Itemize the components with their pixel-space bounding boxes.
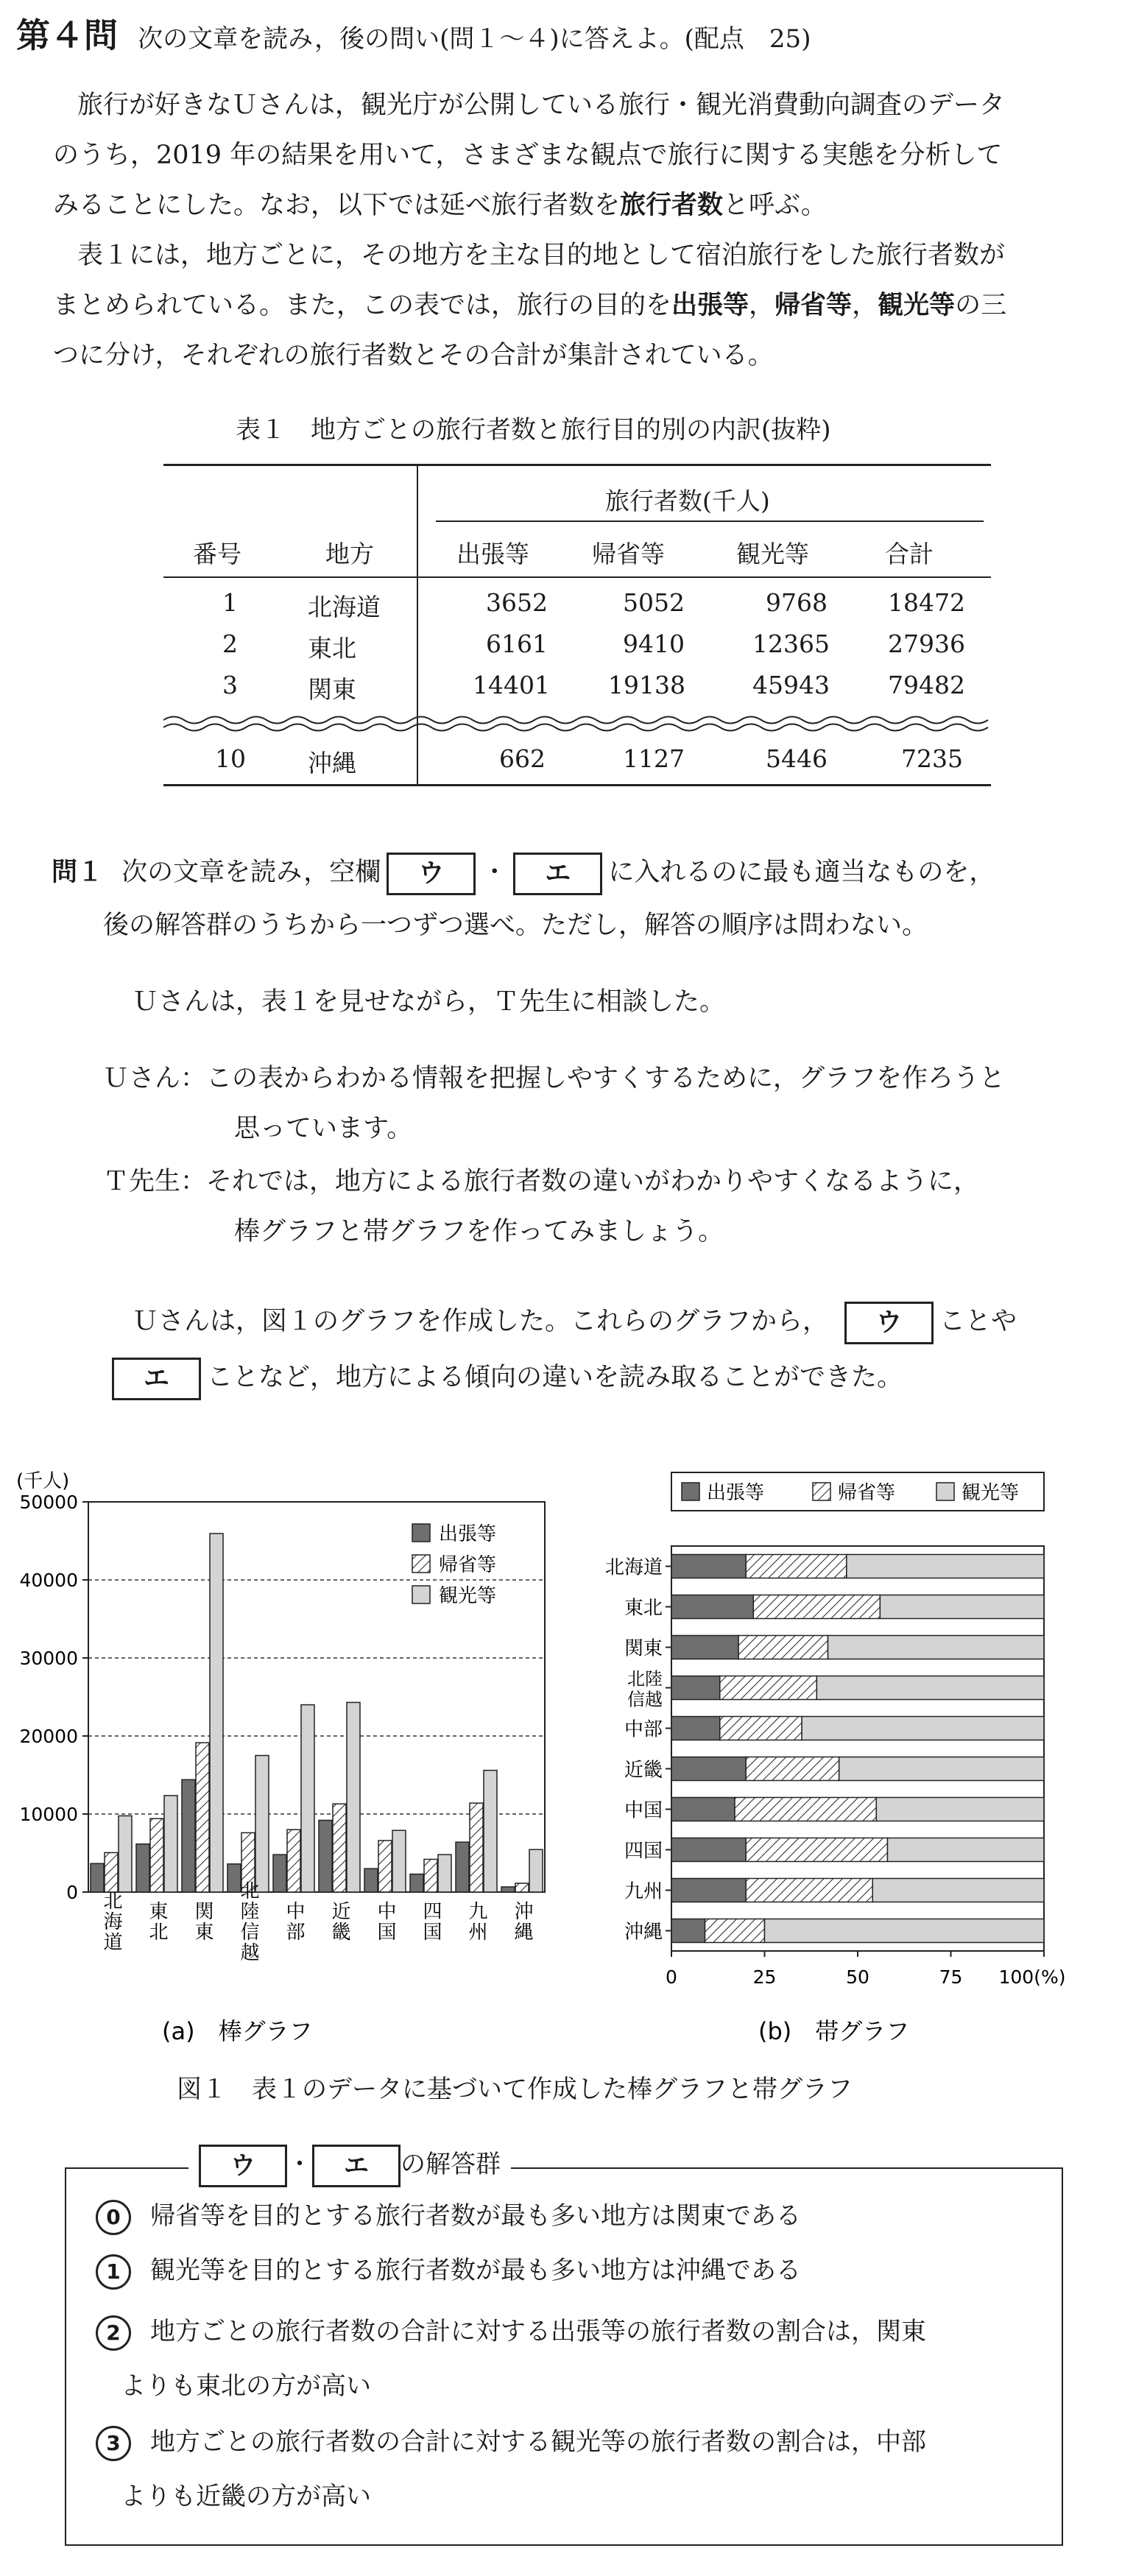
band-home (753, 1595, 880, 1619)
band-tourism (876, 1798, 1044, 1821)
figure-caption: 図１ 表１のデータに基づいて作成した棒グラフと帯グラフ (177, 2075, 853, 2104)
bar-business (501, 1887, 515, 1892)
table-1 (163, 464, 991, 786)
figure-1 (0, 1465, 1122, 2113)
bar-home (470, 1803, 483, 1892)
y-tick-label: 関東 (624, 1637, 663, 1660)
band-tourism (847, 1555, 1044, 1578)
header-total: 合計 (885, 540, 934, 568)
bar-business (456, 1842, 469, 1892)
y-tick-label: 中部 (624, 1718, 663, 1741)
intro-line-3 (53, 180, 827, 231)
bar-tourism (484, 1771, 497, 1892)
legend-label: 観光等 (962, 1482, 1020, 1504)
cell-region: 沖縄 (308, 749, 356, 777)
y-tick-label: 40000 (19, 1570, 78, 1591)
q1-line-1 (52, 847, 995, 898)
blank-e: エ (312, 2145, 401, 2187)
header-home: 帰省等 (592, 540, 665, 568)
answer-group (65, 2150, 1063, 2546)
x-tick-label: 25 (752, 1966, 777, 1988)
band-tourism (880, 1595, 1044, 1619)
cell-total: 7235 (901, 744, 963, 773)
term-tourism: 観光等 (878, 291, 956, 320)
legend-swatch (682, 1483, 699, 1500)
band-tourism (765, 1919, 1045, 1943)
option-text: よりも近畿の方が高い (121, 2482, 371, 2511)
chart-caption: (b) 帯グラフ (758, 2017, 910, 2045)
cell-business: 6161 (486, 629, 548, 658)
cell-total: 18472 (888, 588, 965, 617)
table-group-header: 旅行者数(千人) (605, 487, 770, 515)
x-tick-label: 東北 (146, 1901, 168, 1942)
y-tick-label: 0 (66, 1882, 78, 1903)
y-tick-label: 20000 (19, 1726, 78, 1747)
band-business (671, 1636, 738, 1659)
y-axis-unit: (千人) (16, 1470, 70, 1492)
speaker-u: Ｕさん： (103, 1064, 207, 1093)
cell-home: 1127 (623, 744, 685, 773)
header-region: 地方 (325, 540, 374, 568)
y-tick-label: 50000 (19, 1492, 78, 1513)
dialogue-line-2 (133, 1296, 1017, 1347)
table-body (163, 466, 991, 761)
x-tick-label: 近畿 (328, 1901, 350, 1942)
table-row (163, 671, 991, 707)
intro-line-6: つに分け，それぞれの旅行者数とその合計が集計されている。 (53, 341, 774, 370)
dialogue-text: この表からわかる情報を把握しやすくするために，グラフを作ろうと (206, 1064, 1006, 1093)
dialogue-line-3 (112, 1352, 903, 1403)
bar-home (378, 1841, 392, 1892)
legend-label: 出張等 (439, 1523, 497, 1545)
q1-text: 次の文章を読み，空欄 (121, 858, 381, 887)
blank-e: エ (112, 1358, 201, 1400)
band-home (720, 1717, 802, 1740)
cell-region: 北海道 (308, 593, 381, 621)
legend-swatch (412, 1524, 430, 1542)
band-home (705, 1919, 765, 1943)
option-text: 観光等を目的とする旅行者数が最も多い地方は沖縄である (150, 2256, 801, 2285)
blank-e: エ (513, 853, 602, 895)
q1-label: 問１ (52, 858, 104, 887)
answer-option[interactable] (96, 2195, 801, 2235)
y-tick-label: 東北 (624, 1597, 663, 1620)
bar-chart (16, 1470, 545, 2045)
band-business (671, 1555, 746, 1578)
cell-region: 東北 (308, 634, 356, 663)
x-tick-label: 九州 (465, 1901, 487, 1942)
question-instruction: 次の文章を読み，後の問い(問１～４)に答えよ。(配点 25) (138, 24, 811, 54)
band-business (671, 1595, 753, 1619)
cell-business: 3652 (486, 588, 548, 617)
cell-total: 79482 (888, 671, 965, 699)
option-number: 2 (96, 2315, 131, 2351)
intro-line-2: のうち，2019 年の結果を用いて，さまざまな観点で旅行に関する実態を分析して (53, 141, 1003, 170)
y-tick-label: 沖縄 (624, 1921, 663, 1944)
band-business (671, 1879, 746, 1902)
dialogue-t-line-2: 棒グラフと帯グラフを作ってみましょう。 (234, 1217, 724, 1246)
intro-text: まとめられている。また，この表では，旅行の目的を (53, 291, 672, 320)
question-number: 第４問 (16, 15, 118, 55)
table-caption: 表１ 地方ごとの旅行者数と旅行目的別の内訳(抜粋) (236, 415, 831, 445)
bar-tourism (119, 1815, 132, 1892)
option-number: 3 (96, 2426, 131, 2461)
band-home (720, 1676, 817, 1700)
table-break-wave (163, 713, 991, 735)
cell-tourism: 45943 (752, 671, 830, 699)
option-number: 0 (96, 2200, 131, 2235)
cell-tourism: 5446 (766, 744, 828, 773)
dialogue-t-line-1 (103, 1156, 979, 1207)
band-home (746, 1757, 839, 1781)
intro-text: ， (749, 291, 775, 320)
x-tick-label: 0 (666, 1966, 677, 1988)
band-tourism (839, 1757, 1044, 1781)
y-tick-label: 北陸 (627, 1668, 663, 1690)
dialogue-text: Ｕさんは，図１のグラフを作成した。これらのグラフから， (133, 1307, 829, 1336)
bar-business (136, 1844, 149, 1892)
x-tick-label: 関東 (191, 1901, 214, 1942)
intro-line-1: 旅行が好きなＵさんは，観光庁が公開している旅行・観光消費動向調査のデータ (77, 91, 1006, 120)
dialogue-text: それでは，地方による旅行者数の違いがわかりやすくなるように， (206, 1167, 980, 1196)
option-number: 1 (96, 2254, 131, 2290)
band-business (671, 1919, 705, 1943)
bar-tourism (255, 1756, 269, 1893)
band-home (746, 1838, 887, 1862)
cell-no: 3 (222, 671, 238, 699)
x-tick-label: 75 (939, 1966, 963, 1988)
table-row (163, 629, 991, 666)
blank-u: ウ (844, 1302, 934, 1344)
blank-u: ウ (387, 853, 476, 895)
band-chart (605, 1472, 1066, 2045)
cell-no: 1 (222, 588, 238, 617)
cell-business: 662 (499, 744, 546, 773)
x-tick-label: 四国 (420, 1901, 442, 1942)
cell-no: 10 (215, 744, 246, 773)
bar-tourism (347, 1702, 360, 1892)
cell-home: 9410 (623, 629, 685, 658)
bar-business (91, 1863, 104, 1892)
option-text: 帰省等を目的とする旅行者数が最も多い地方は関東である (150, 2201, 801, 2231)
y-tick-label: 中国 (624, 1799, 663, 1822)
band-business (671, 1798, 735, 1821)
chart-caption: (a) 棒グラフ (162, 2017, 313, 2045)
cell-tourism: 9768 (766, 588, 828, 617)
legend-label: 帰省等 (838, 1482, 896, 1504)
bar-tourism (210, 1534, 223, 1892)
intro-text: みることにした。なお，以下では延べ旅行者数を (53, 191, 621, 220)
legend-label: 観光等 (439, 1585, 497, 1607)
bar-business (273, 1855, 286, 1892)
x-tick-label: 沖縄 (511, 1901, 533, 1942)
dialogue-text: ことや (939, 1307, 1017, 1336)
header-no: 番号 (193, 540, 241, 568)
q1-line-2: 後の解答群のうちから一つずつ選べ。ただし，解答の順序は問わない。 (103, 911, 928, 940)
bar-home (515, 1883, 529, 1892)
bar-home (287, 1829, 300, 1892)
y-tick-label: 10000 (19, 1804, 78, 1825)
dialogue-text: ことなど，地方による傾向の違いを読み取ることができた。 (207, 1363, 903, 1392)
intro-text: ， (852, 291, 878, 320)
title-dot: ・ (287, 2150, 312, 2179)
option-text: 地方ごとの旅行者数の合計に対する観光等の旅行者数の割合は，中部 (150, 2427, 926, 2457)
intro-text: の三 (955, 291, 1007, 320)
band-business (671, 1757, 746, 1781)
question-header (16, 9, 811, 53)
band-business (671, 1676, 720, 1700)
cell-tourism: 12365 (752, 629, 830, 658)
speaker-t: Ｔ先生： (103, 1167, 207, 1196)
q1-text: に入れるのに最も適当なものを， (608, 858, 995, 887)
y-tick-label: 信越 (627, 1689, 663, 1710)
header-tourism: 観光等 (736, 540, 809, 568)
band-business (671, 1717, 720, 1740)
bar-tourism (392, 1830, 406, 1892)
band-tourism (816, 1676, 1044, 1700)
bar-home (424, 1859, 437, 1892)
term-home: 帰省等 (775, 291, 853, 320)
band-home (738, 1636, 828, 1659)
table-header-rule (436, 521, 984, 522)
answer-option[interactable] (96, 2250, 801, 2290)
legend-swatch (936, 1483, 954, 1500)
bar-home (196, 1743, 209, 1892)
cell-total: 27936 (888, 629, 965, 658)
bar-business (319, 1820, 332, 1892)
x-tick-label: 北海道 (100, 1891, 122, 1952)
legend-label: 帰省等 (439, 1554, 497, 1576)
band-tourism (872, 1879, 1044, 1902)
x-tick-label: 中国 (374, 1901, 396, 1942)
answer-option[interactable] (96, 2304, 926, 2413)
x-tick-label: 50 (846, 1966, 869, 1988)
bar-tourism (301, 1705, 314, 1892)
x-tick-label: 北陸信越 (237, 1880, 259, 1963)
bar-business (364, 1869, 378, 1892)
bar-tourism (529, 1849, 543, 1892)
dialogue-u-line-1 (103, 1053, 1005, 1104)
band-home (746, 1879, 872, 1902)
cell-region: 関東 (308, 675, 356, 704)
dialogue-line-1: Ｕさんは，表１を見せながら，Ｔ先生に相談した。 (133, 987, 726, 1017)
table-row (163, 738, 991, 784)
y-tick-label: 30000 (19, 1648, 78, 1669)
bar-business (410, 1874, 423, 1892)
cell-home: 19138 (608, 671, 685, 699)
bar-tourism (164, 1796, 177, 1892)
option-text: 地方ごとの旅行者数の合計に対する出張等の旅行者数の割合は，関東 (150, 2317, 926, 2346)
option-text: よりも東北の方が高い (121, 2371, 371, 2401)
legend-label: 出張等 (707, 1482, 765, 1504)
legend-swatch (813, 1483, 830, 1500)
header-business: 出張等 (456, 540, 529, 568)
bar-business (182, 1779, 195, 1892)
header-rule (163, 576, 991, 578)
bar-home (150, 1818, 163, 1892)
table-row (163, 588, 991, 625)
bar-tourism (438, 1855, 451, 1892)
y-tick-label: 北海道 (604, 1556, 663, 1579)
band-business (671, 1838, 746, 1862)
intro-line-5 (53, 280, 1006, 331)
bar-home (105, 1852, 118, 1892)
term-travelers: 旅行者数 (620, 191, 724, 220)
bar-home (333, 1804, 346, 1892)
q1-text: ・ (481, 858, 508, 887)
band-tourism (887, 1838, 1044, 1862)
answer-option[interactable] (96, 2415, 926, 2524)
y-tick-label: 近畿 (624, 1759, 663, 1782)
band-home (735, 1798, 876, 1821)
term-business: 出張等 (671, 291, 749, 320)
y-tick-label: 九州 (624, 1880, 663, 1903)
table-bottom-rule (163, 784, 991, 786)
blank-u: ウ (199, 2145, 287, 2187)
answer-group-title (188, 2144, 511, 2187)
band-tourism (802, 1717, 1044, 1740)
x-tick-label: 100(%) (998, 1966, 1066, 1988)
cell-home: 5052 (623, 588, 685, 617)
band-home (746, 1555, 847, 1578)
y-tick-label: 四国 (624, 1840, 663, 1863)
dialogue-u-line-2: 思っています。 (234, 1114, 413, 1143)
intro-text: と呼ぶ。 (723, 191, 827, 220)
x-tick-label: 中部 (283, 1901, 305, 1942)
cell-no: 2 (222, 629, 238, 658)
answer-group-suffix: の解答群 (401, 2150, 501, 2179)
legend-swatch (412, 1586, 430, 1603)
cell-business: 14401 (473, 671, 550, 699)
band-tourism (828, 1636, 1044, 1659)
legend-swatch (412, 1555, 430, 1573)
intro-line-4: 表１には，地方ごとに，その地方を主な目的地として宿泊旅行をした旅行者数が (77, 241, 1006, 270)
